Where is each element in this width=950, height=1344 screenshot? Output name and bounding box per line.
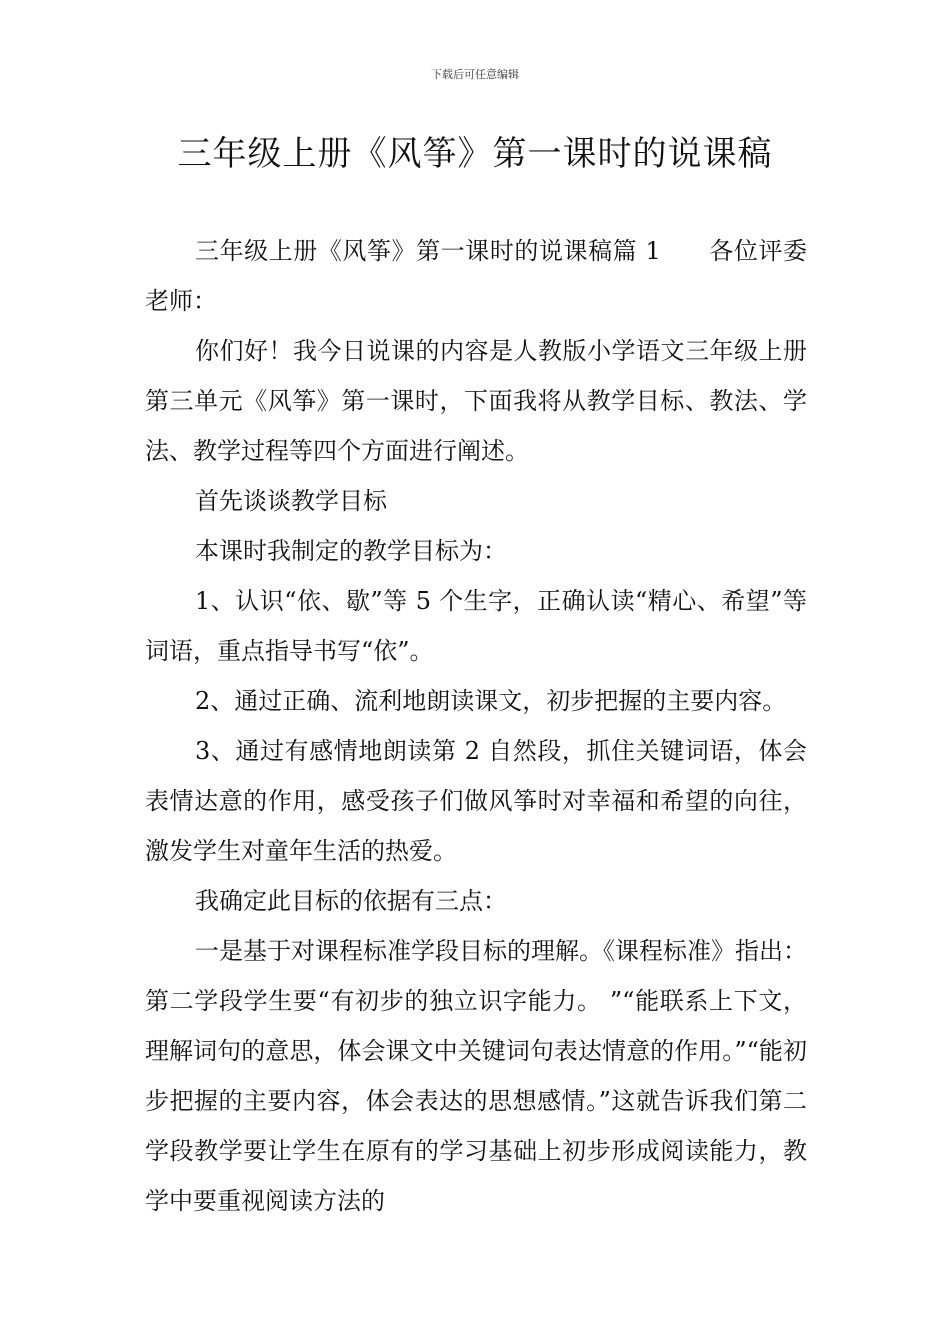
- opening-paragraph: [145, 226, 807, 326]
- document-body: [145, 226, 807, 1226]
- paragraph-basis-1: 一是基于对课程标准学段目标的理解。《课程标准》指出：第二学段学生要“有初步的独立识字能力。 ”“能联系上下文，理解词句的意思，体会课文中关键词句表达情意的作用。”“能初步把握的主要内容，体会表达的思想感情。”这就告诉我们第二学段教学要让学生在原有的学习基础上初步形成阅读能力，教学中要重视阅读方法的: [145, 937, 807, 1215]
- header-note: 下载后可任意编辑: [431, 68, 519, 81]
- paragraph-goal-1: 1、认识“依、歇”等 5 个生字，正确认读“精心、希望”等词语，重点指导书写“依”。: [145, 587, 807, 665]
- paragraph-goal-2: 2、通过正确、流利地朗读课文，初步把握的主要内容。: [195, 687, 787, 715]
- paragraph-goal-3: 3、通过有感情地朗读第 2 自然段，抓住关键词语，体会表情达意的作用，感受孩子们做风筝时对幸福和希望的向往，激发学生对童年生活的热爱。: [145, 737, 807, 865]
- paragraph-goals-lead: 本课时我制定的教学目标为：: [195, 537, 507, 565]
- paragraph-section-heading: 首先谈谈教学目标: [195, 487, 387, 515]
- opening-heading: 三年级上册《风筝》第一课时的说课稿篇 1: [195, 237, 661, 265]
- opening-greeting: 各位评委老师：: [145, 237, 807, 315]
- paragraph-basis-lead: 我确定此目标的依据有三点：: [195, 887, 507, 915]
- document-title: 三年级上册《风筝》第一课时的说课稿: [177, 134, 773, 174]
- paragraph-intro: 你们好！我今日说课的内容是人教版小学语文三年级上册第三单元《风筝》第一课时，下面我将从教学目标、教法、学法、教学过程等四个方面进行阐述。: [145, 337, 807, 465]
